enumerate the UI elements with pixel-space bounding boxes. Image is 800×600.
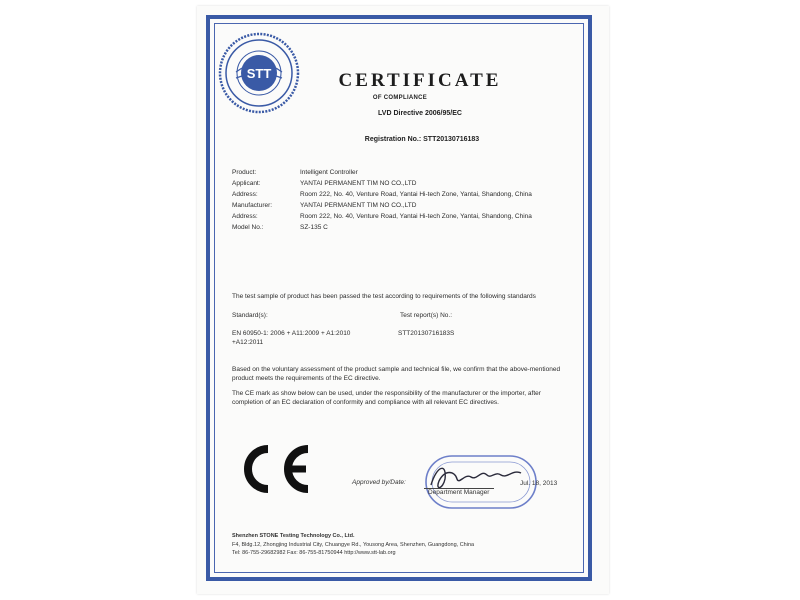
info-label: Address:: [232, 191, 258, 198]
test-statement: The test sample of product has been passed the test according to requirements of the following standards: [232, 293, 536, 300]
standards-block: [232, 329, 562, 347]
registration-number: Registration No.: STT20130716183: [364, 136, 480, 143]
seal-text: STT: [246, 66, 272, 81]
report-number: STT20130716183S: [398, 330, 455, 337]
certificate-title: CERTIFICATE: [338, 70, 502, 91]
standards-value: EN 60950-1: 2006 + A11:2009 + A1:2010 +A12:2011: [232, 330, 351, 346]
info-value: Room 222, No. 40, Venture Road, Yantai Hi-tech Zone, Yantai, Shandong, China: [300, 213, 532, 220]
info-value: YANTAI PERMANENT TIM NO CO.,LTD: [300, 180, 417, 187]
signature: [425, 455, 525, 505]
info-label: Applicant:: [232, 180, 261, 187]
issuer-contact: Tel: 86-755-29682982 Fax: 86-755-81750944 http://www.stt-lab.org: [232, 550, 396, 556]
issuer-address: F4, Bldg.12, Zhongjing Industrial City, Chuangye Rd., Yousong Area, Shenzhen, Guangdong, China: [232, 541, 475, 548]
info-row-manufacturer: [232, 201, 562, 210]
info-row-applicant: [232, 179, 562, 188]
issuer-company: Shenzhen STONE Testing Technology Co., Ltd.: [232, 533, 355, 539]
info-label: Model No.:: [232, 224, 264, 231]
issuer-footer: [232, 532, 572, 558]
info-value: YANTAI PERMANENT TIM NO CO.,LTD: [300, 202, 417, 209]
info-label: Product:: [232, 169, 257, 176]
approved-by-label: Approved by/Date:: [352, 479, 406, 486]
sign-date: Jul. 18, 2013: [520, 480, 558, 487]
info-label: Manufacturer:: [232, 202, 273, 209]
conclusion-paragraph: Based on the voluntary assessment of the product sample and technical file, we confirm that the above-mentioned product meets the requirements of the EC directive.: [232, 366, 561, 382]
stt-seal-logo: [218, 32, 300, 114]
info-value: Room 222, No. 40, Venture Road, Yantai Hi-tech Zone, Yantai, Shandong, China: [300, 191, 532, 198]
info-value: SZ-135 C: [300, 224, 328, 231]
directive-line: LVD Directive 2006/95/EC: [378, 110, 462, 117]
ce-mark-logo: [234, 441, 314, 497]
info-row-manufacturer-address: [232, 212, 562, 221]
certificate-subtitle: OF COMPLIANCE: [372, 95, 428, 101]
info-label: Address:: [232, 213, 258, 220]
standards-label: Standard(s):: [232, 312, 268, 319]
ce-note-paragraph: The CE mark as show below can be used, under the responsibility of the manufacturer or the importer, after completion of an EC declaration of conformity and compliance with all relevant EC directives.: [232, 390, 541, 406]
info-row-product: [232, 168, 562, 177]
product-info-block: [232, 168, 562, 234]
standards-header: [232, 312, 562, 319]
engineer-label: Department Manager: [428, 489, 490, 496]
info-row-applicant-address: [232, 190, 562, 199]
test-reports-label: Test report(s) No.:: [400, 312, 453, 319]
info-row-model: [232, 223, 562, 232]
info-value: Intelligent Controller: [300, 169, 358, 176]
